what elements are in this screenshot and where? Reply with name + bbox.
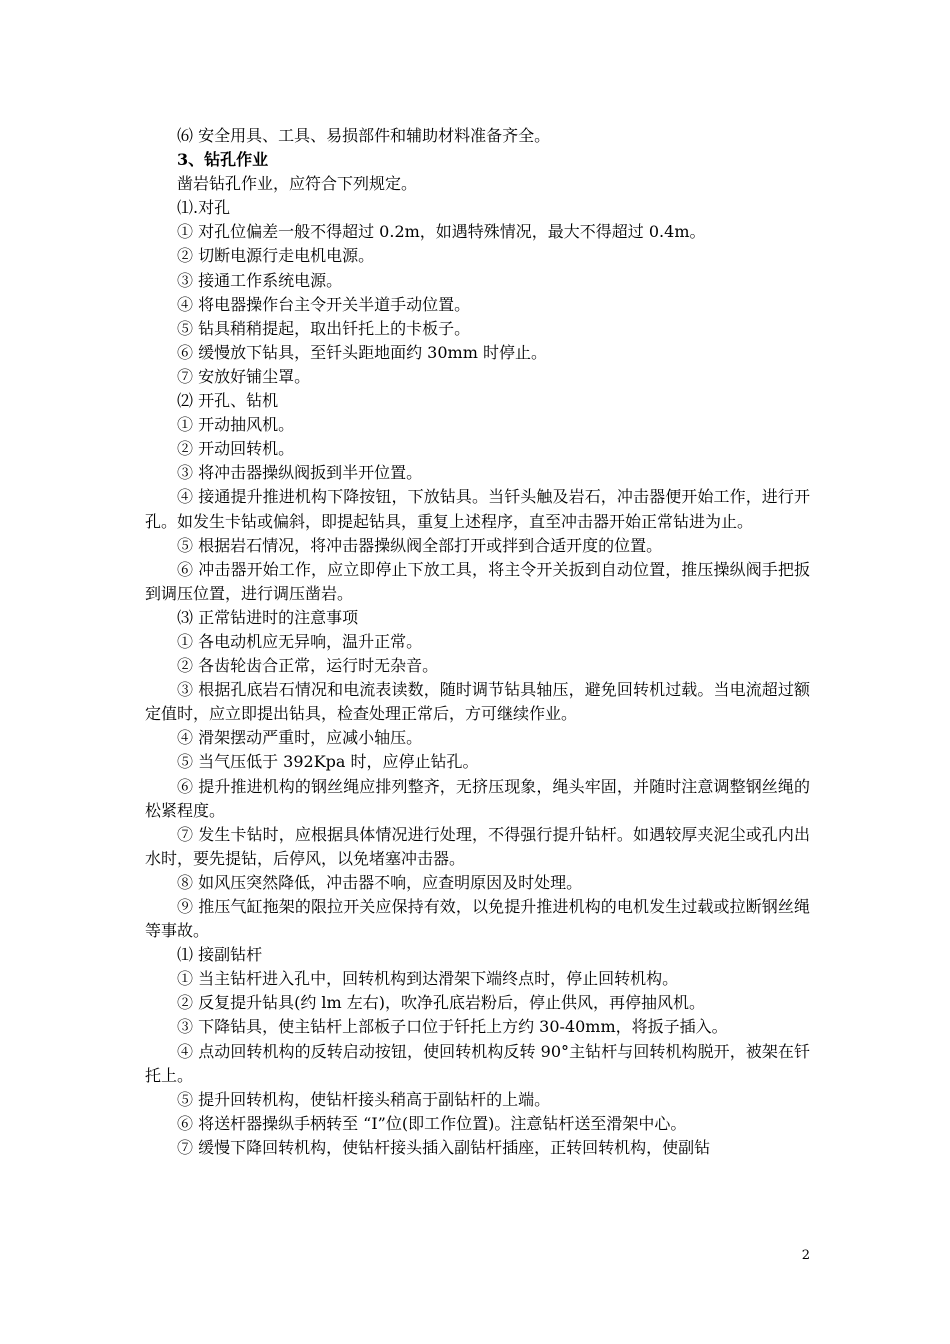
paragraph: ③ 根据孔底岩石情况和电流表读数，随时调节钻具轴压，避免回转机过载。当电流超过额定值时，应立即提出钻具，检查处理正常后，方可继续作业。 [145,680,810,724]
paragraph: ⑥ 缓慢放下钻具，至钎头距地面约 30mm 时停止。 [177,342,547,362]
paragraph: ⑹ 安全用具、工具、易损部件和辅助材料准备齐全。 [177,126,551,145]
paragraph: ⑤ 根据岩石情况，将冲击器操纵阀全部打开或拌到合适开度的位置。 [177,535,663,555]
paragraph: ⑥ 提升推进机构的钢丝绳应排列整齐，无挤压现象，绳头牢固，并随时注意调整钢丝绳的松紧程度。 [145,776,810,820]
section-heading: 3、钻孔作业 [177,150,269,170]
paragraph: ④ 将电器操作台主令开关半道手动位置。 [177,294,471,314]
paragraph: ① 开动抽风机。 [177,415,295,435]
paragraph: ④ 点动回转机构的反转启动按钮，使回转机构反转 90°主钻杆与回转机构脱开，被架在钎托上。 [145,1041,810,1085]
paragraph: ⑨ 推压气缸拖架的限拉开关应保持有效，以免提升推进机构的电机发生过载或拉断钢丝绳等事故。 [145,897,810,941]
paragraph: ③ 接通工作系统电源。 [177,270,343,290]
paragraph: ⑥ 冲击器开始工作，应立即停止下放工具，将主令开关扳到自动位置，推压操纵阀手把扳到调压位置，进行调压凿岩。 [145,559,810,603]
paragraph: ⑧ 如风压突然降低，冲击器不响，应查明原因及时处理。 [177,872,583,892]
paragraph: ② 开动回转机。 [177,439,295,459]
paragraph: ⑤ 钻具稍稍提起，取出钎托上的卡板子。 [177,318,471,338]
paragraph: ② 各齿轮齿合正常，运行时无杂音。 [177,656,439,676]
paragraph: ① 对孔位偏差一般不得超过 0.2m，如遇特殊情况，最大不得超过 0.4m。 [177,222,706,242]
paragraph: ② 切断电源行走电机电源。 [177,246,375,266]
paragraph: ⑶ 正常钻进时的注意事项 [177,607,359,627]
paragraph: ⑵ 开孔、钻机 [177,391,279,411]
paragraph: ③ 下降钻具，使主钻杆上部板子口位于钎托上方约 30-40mm，将扳子插入。 [177,1017,728,1037]
page-number: 2 [801,1248,810,1263]
paragraph: ⑴.对孔 [177,198,231,218]
paragraph: ⑤ 提升回转机构，使钻杆接头稍高于副钻杆的上端。 [177,1089,551,1109]
paragraph: ① 当主钻杆进入孔中，回转机构到达滑架下端终点时，停止回转机构。 [177,969,679,989]
paragraph: ④ 接通提升推进机构下降按钮，下放钻具。当钎头触及岩石，冲击器便开始工作，进行开孔。如发生卡钻或偏斜，即提起钻具，重复上述程序，直至冲击器开始正常钻进为止。 [145,487,810,531]
document-body [145,124,810,1160]
paragraph: ⑦ 缓慢下降回转机构，使钻杆接头插入副钻杆插座，正转回转机构，使副钻 [177,1137,711,1157]
paragraph: ⑴ 接副钻杆 [177,945,263,965]
paragraph: ⑥ 将送杆器操纵手柄转至 “I”位(即工作位置)。注意钻杆送至滑架中心。 [177,1113,687,1133]
paragraph: ② 反复提升钻具(约 lm 左右)，吹净孔底岩粉后，停止供风，再停抽风机。 [177,993,706,1013]
paragraph: ③ 将冲击器操纵阀扳到半开位置。 [177,463,423,483]
paragraph: 凿岩钻孔作业，应符合下列规定。 [177,174,418,194]
paragraph: ④ 滑架摆动严重时，应减小轴压。 [177,728,423,748]
paragraph: ⑦ 安放好铺尘罩。 [177,366,311,386]
paragraph: ⑤ 当气压低于 392Kpa 时，应停止钻孔。 [177,752,479,772]
paragraph: ⑦ 发生卡钻时，应根据具体情况进行处理，不得强行提升钻杆。如遇较厚夹泥尘或孔内出水时，要先提钻，后停风，以免堵塞冲击器。 [145,824,810,868]
paragraph: ① 各电动机应无异响，温升正常。 [177,631,423,651]
